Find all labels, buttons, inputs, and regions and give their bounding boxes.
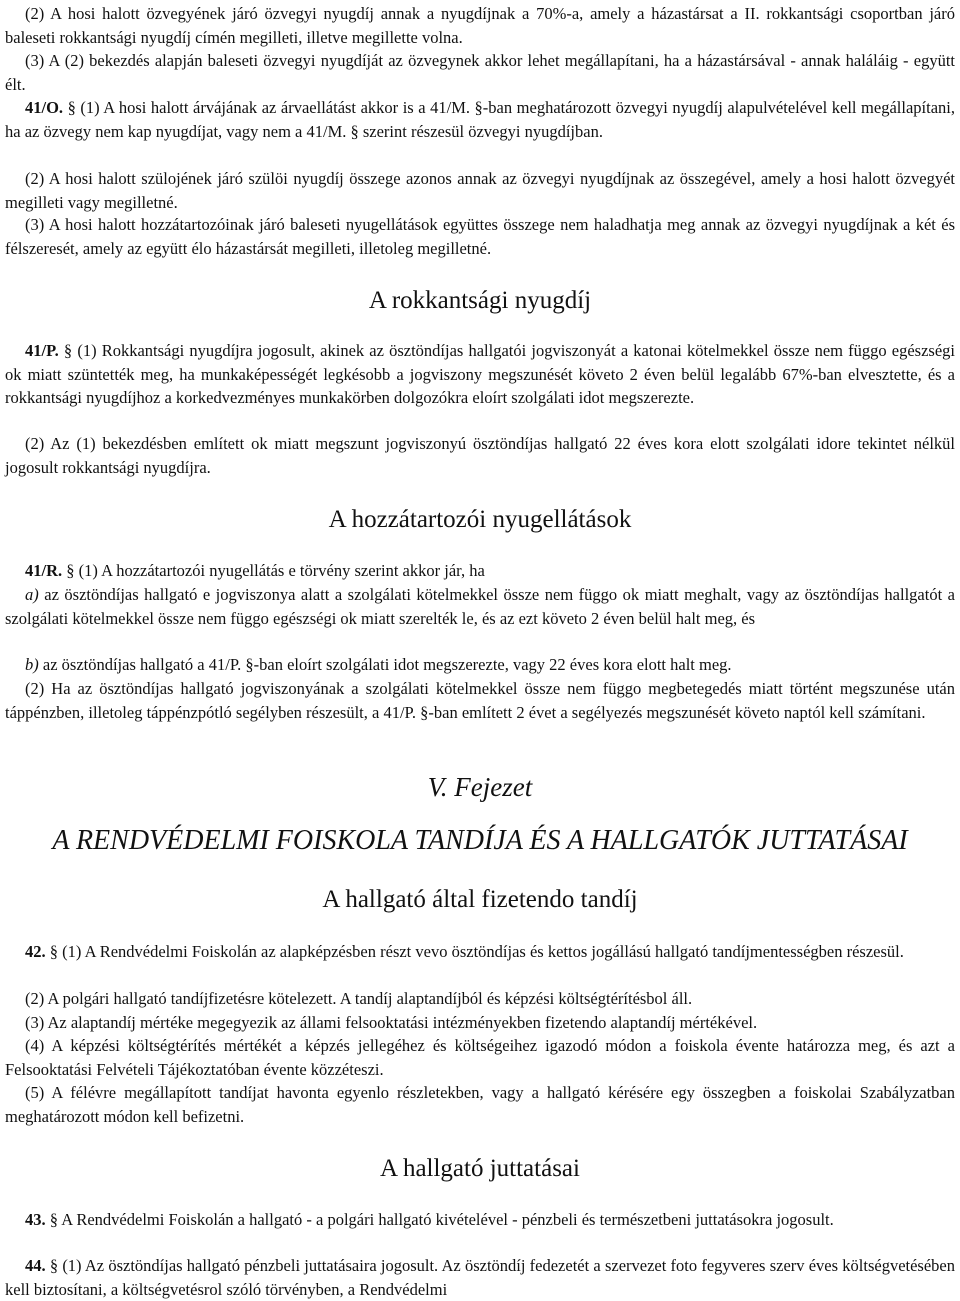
section-number: 41/O.	[25, 98, 64, 117]
paragraph	[5, 213, 955, 260]
paragraph-text: (3) A hosi halott hozzátartozóinak járó baleseti nyugellátások együttes összege nem haladhatja meg annak az özvegyi nyugdíjnak a két és félszeresét, amely az együtt élo házastársát megilleti, illetoleg megilletné.	[5, 215, 955, 258]
paragraph	[5, 987, 955, 1011]
section-paragraph	[5, 96, 955, 143]
section-number: 41/R.	[25, 561, 63, 580]
paragraph-text: az ösztöndíjas hallgató e jogviszonya alatt a szolgálati kötelmekkel össze nem függo ok miatt meghalt, vagy az ösztöndíjas hallgatót a szolgálati kötelmekkel össze nem függo egészségi ok miatt szerelték le, és az ezt követo 2 éven belül halt meg, és	[5, 585, 955, 628]
list-item-label: b)	[25, 655, 39, 674]
paragraph	[5, 1034, 955, 1081]
section-paragraph	[5, 559, 955, 583]
section-paragraph	[5, 1254, 955, 1301]
paragraph-text: (3) A (2) bekezdés alapján baleseti özvegyi nyugdíját az özvegynek akkor lehet megállapítani, ha a házastársával - annak haláláig - együtt élt.	[5, 51, 955, 94]
paragraph	[5, 2, 955, 49]
paragraph-text: § (1) Rokkantsági nyugdíjra jogosult, akinek az ösztöndíjas hallgatói jogviszonyát a katonai kötelmekkel össze nem függo egészségi ok miatt szüntették meg, ha munkaképességét legkésobb a jogviszony megszunését követo 2 éven belül legalább 67%-ban elvesztette, és a rokkantsági nyugdíjhoz a korkedvezményes munkakörben dolgozókra eloírt szolgálati idot megszerezte.	[5, 341, 955, 407]
section-number: 43.	[25, 1210, 46, 1229]
paragraph-text: (2) A hosi halott szülojének járó szülöi nyugdíj összege azonos annak az özvegyi nyugdíjnak az összegével, amely a hosi halott özvegyét megilleti vagy megilletné.	[5, 169, 955, 212]
paragraph	[5, 432, 955, 479]
section-heading: A hallgató juttatásai	[380, 1155, 580, 1182]
paragraph	[5, 49, 955, 96]
paragraph-text: (2) A hosi halott özvegyének járó özvegyi nyugdíj annak a nyugdíjnak a 70%-a, amely a házastársat a II. rokkantsági csoportban járó baleseti rokkantsági nyugdíj címén megilleti, illetve megillette volna.	[5, 4, 955, 47]
section-heading: A hallgató által fizetendo tandíj	[322, 886, 638, 913]
chapter-title: A RENDVÉDELMI FOISKOLA TANDÍJA ÉS A HALLGATÓK JUTTATÁSAI	[52, 825, 908, 856]
paragraph-text: § (1) A hosi halott árvájának az árvaellátást akkor is a 41/M. §-ban meghatározott özvegyi nyugdíj alapulvételével kell megállapítani, ha az özvegy nem kap nyugdíjat, vagy nem a 41/M. § szerint részesül özvegyi nyugdíjban.	[5, 98, 955, 141]
paragraph	[5, 167, 955, 214]
paragraph	[5, 1011, 955, 1035]
paragraph-text: § (1) A hozzátartozói nyugellátás e törvény szerint akkor jár, ha	[62, 561, 485, 580]
paragraph-text: (2) A polgári hallgató tandíjfizetésre kötelezett. A tandíj alaptandíjból és képzési költségtérítésbol áll.	[25, 989, 693, 1008]
chapter-number: V. Fejezet	[427, 772, 533, 802]
list-item-label: a)	[25, 585, 39, 604]
paragraph-text: § (1) A Rendvédelmi Foiskolán az alapképzésben részt vevo ösztöndíjas és kettos jogállású hallgató tandíjmentességben részesül.	[45, 942, 904, 961]
paragraph-text: (2) Ha az ösztöndíjas hallgató jogviszonyának a szolgálati kötelmekkel össze nem függo megbetegedés miatt történt megszunése után táppénzben, illetoleg táppénzpótló segélyben részesült, a 41/P. §-ban említett 2 évet a segélyezés megszunését követo naptól kell számítani.	[5, 679, 955, 722]
list-item	[5, 583, 955, 630]
paragraph-text: (3) Az alaptandíj mértéke megegyezik az állami felsooktatási intézményekben fizetendo alaptandíj mértékével.	[25, 1013, 758, 1032]
paragraph-text: (4) A képzési költségtérítés mértékét a képzés jellegéhez és költségeihez igazodó módon a foiskola évente határozza meg, és azt a Felsooktatási Felvételi Tájékoztatóban évente közzéteszi.	[5, 1036, 955, 1079]
paragraph-text: (2) Az (1) bekezdésben említett ok miatt megszunt jogviszonyú ösztöndíjas hallgató 22 éves kora elott szolgálati idore tekintet nélkül jogosult rokkantsági nyugdíjra.	[5, 434, 955, 477]
section-heading: A rokkantsági nyugdíj	[368, 287, 592, 314]
paragraph	[5, 1081, 955, 1128]
paragraph-text: az ösztöndíjas hallgató a 41/P. §-ban eloírt szolgálati idot megszerezte, vagy 22 éves kora elott halt meg.	[38, 655, 732, 674]
paragraph	[5, 677, 955, 724]
section-heading: A hozzátartozói nyugellátások	[328, 506, 632, 533]
section-paragraph	[5, 1208, 955, 1232]
list-item	[5, 653, 955, 677]
paragraph-text: § A Rendvédelmi Foiskolán a hallgató - a polgári hallgató kivételével - pénzbeli és természetbeni juttatásokra jogosult.	[45, 1210, 834, 1229]
section-paragraph	[5, 940, 955, 964]
section-number: 44.	[25, 1256, 46, 1275]
section-number: 42.	[25, 942, 46, 961]
section-number: 41/P.	[25, 341, 59, 360]
paragraph-text: § (1) Az ösztöndíjas hallgató pénzbeli juttatásaira jogosult. Az ösztöndíj fedezetét a szervezet foto fegyveres szerv éves költségvetésében kell biztosítani, a költségvetésrol szóló törvényben, a Rendvédelmi	[5, 1256, 955, 1299]
paragraph-text: (5) A félévre megállapított tandíjat havonta egyenlo részletekben, vagy a hallgató kérésére egy összegben a foiskolai Szabályzatban meghatározott módon kell befizetni.	[5, 1083, 955, 1126]
section-paragraph	[5, 339, 955, 410]
